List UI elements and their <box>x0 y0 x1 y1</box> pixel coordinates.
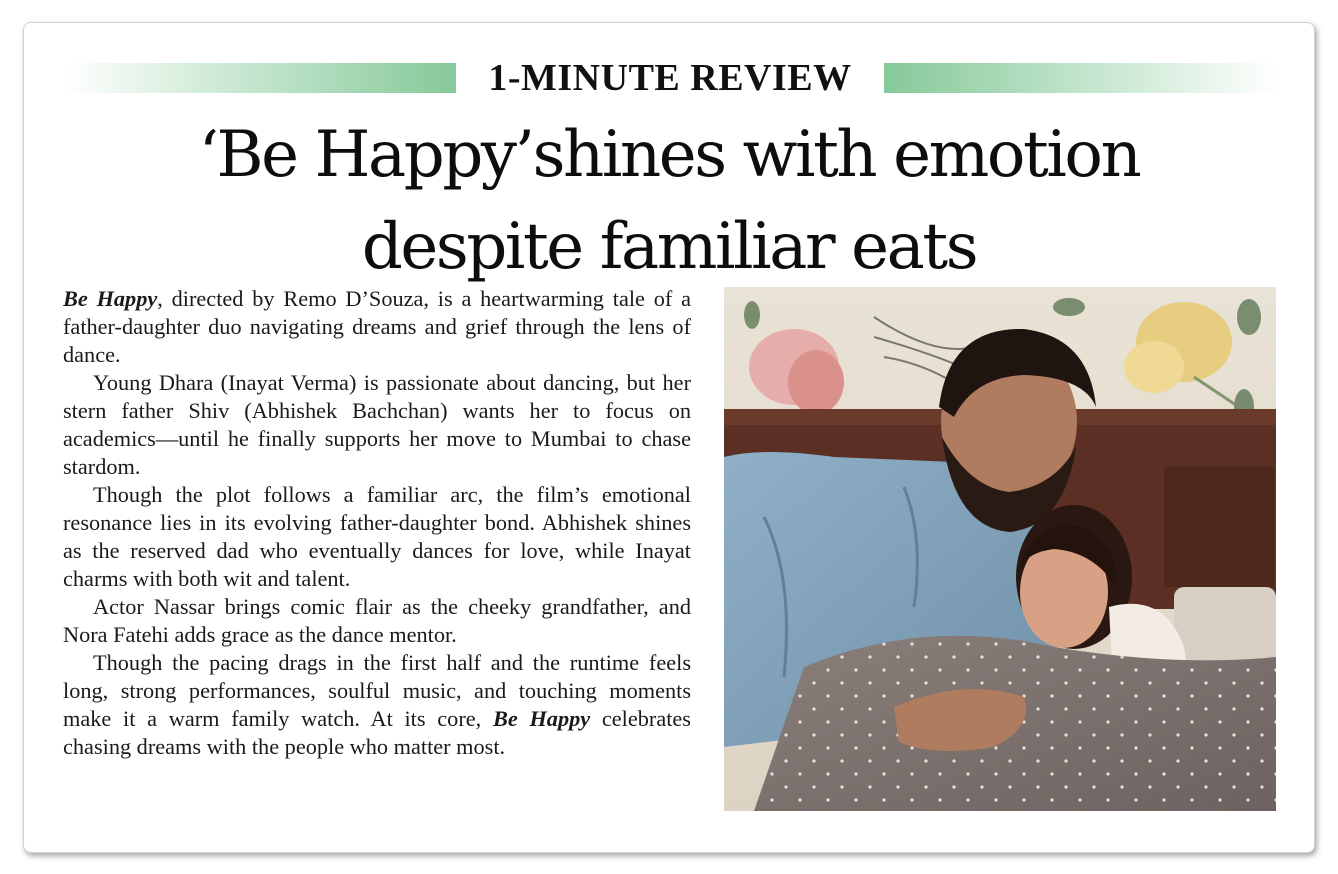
article-paragraph-5 <box>63 649 691 761</box>
article-paragraph-1 <box>63 285 691 369</box>
article-paragraph-4: Actor Nassar brings comic flair as the cheeky grandfather, and Nora Fatehi adds grace as the dance mentor. <box>63 594 691 647</box>
headline <box>54 109 1284 293</box>
kicker-bar-right <box>884 63 1278 93</box>
article-body <box>63 285 691 761</box>
paragraph-5-text-after: celebrates chasing dreams with the people who matter most. <box>63 706 691 759</box>
kicker-bar-left <box>64 63 456 93</box>
film-still-photo <box>724 287 1276 811</box>
paragraph-1-text: , directed by Remo D’Souza, is a heartwarming tale of a father-daughter duo navigating dreams and grief through the lens of dance. <box>63 286 692 367</box>
article-paragraph-2: Young Dhara (Inayat Verma) is passionate about dancing, but her stern father Shiv (Abhishek Bachchan) wants her to focus on academics—until he finally supports her move to Mumbai to chase stardom. <box>63 370 691 479</box>
headline-line-1: ‘Be Happy’shines with emotion <box>198 118 1140 192</box>
headline-line-2: despite familiar eats <box>361 210 977 284</box>
film-title: Be Happy <box>63 286 158 311</box>
article-paragraph-3: Though the plot follows a familiar arc, the film’s emotional resonance lies in its evolving father-daughter bond. Abhishek shines as the reserved dad who eventually dances for love, while Inayat charms with both wit and talent. <box>63 482 691 591</box>
review-card <box>23 22 1315 853</box>
paragraph-5-text-before: Though the pacing drags in the first half and the runtime feels long, strong performances, soulful music, and touching moments make it a warm family watch. At its core, <box>63 650 691 731</box>
kicker-label: 1-MINUTE REVIEW <box>488 57 852 99</box>
film-title-inline: Be Happy <box>492 706 591 731</box>
